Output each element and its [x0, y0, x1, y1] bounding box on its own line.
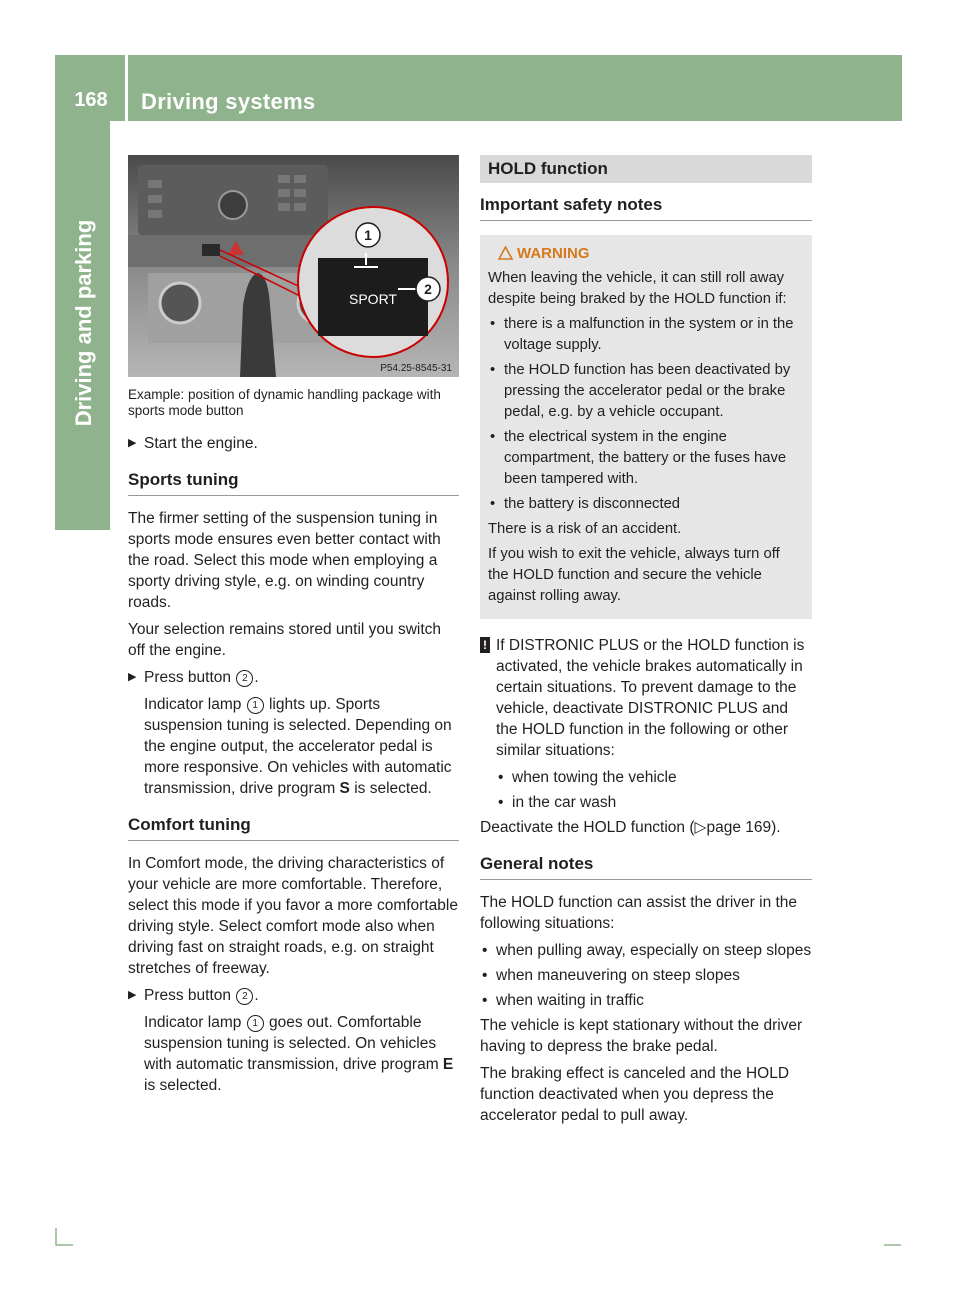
sport-button-text: SPORT	[349, 291, 397, 307]
step-press-button-sports: ▶ Press button 2 .	[128, 669, 259, 686]
warning-intro: When leaving the vehicle, it can still roll away despite being braked by the HOLD function if:	[488, 270, 787, 307]
warning-bullet: • the HOLD function has been deactivated by pressing the accelerator pedal or the brake pedal, e.g. by a vehicle occupant.	[490, 362, 791, 420]
heading-comfort-tuning: Comfort tuning	[128, 815, 459, 841]
page-number: 168	[74, 89, 108, 111]
callout-2: 2	[424, 281, 432, 297]
notice-paragraph: ! If DISTRONIC PLUS or the HOLD function is activated, the vehicle brakes automatically in certain situations. To prevent damage to the vehicle, deactivate DISTRONIC PLUS and the HOLD function in the following or other similar situations:	[480, 635, 812, 761]
step-press-button-comfort: ▶ Press button 2 .	[128, 987, 259, 1004]
general-intro: The HOLD function can assist the driver in the following situations:	[480, 894, 798, 932]
deactivate-text: Deactivate the HOLD function (▷page 169).	[480, 819, 781, 836]
general-bullet: • when waiting in traffic	[482, 992, 644, 1009]
general-bullet: • when maneuvering on steep slopes	[482, 967, 740, 984]
notice-bullet: • in the car wash	[498, 794, 617, 811]
warning-box	[480, 235, 812, 619]
callout-1-ref: 1	[247, 1015, 264, 1032]
figure-caption: Example: position of dynamic handling package with sports mode button	[128, 387, 441, 418]
dashboard-photo	[128, 155, 459, 377]
warning-bullet: • there is a malfunction in the system or in the voltage supply.	[490, 316, 794, 353]
callout-2-ref: 2	[236, 670, 253, 687]
notice-exclamation-icon: !	[480, 637, 490, 653]
chapter-title: Driving systems	[141, 89, 316, 114]
side-tab-label: Driving and parking	[71, 219, 96, 427]
crop-mark	[884, 1228, 902, 1246]
warning-title: WARNING	[498, 245, 804, 262]
notice-bullet: • when towing the vehicle	[498, 769, 677, 786]
warning-advice: If you wish to exit the vehicle, always turn off the HOLD function and secure the vehicle against rolling away.	[488, 546, 780, 604]
warning-triangle-icon	[498, 246, 513, 260]
right-column	[480, 155, 812, 1132]
comfort-indicator-text: Indicator lamp 1 goes out. Comfortable suspension tuning is selected. On vehicles with automatic transmission, drive program E is selected.	[144, 1014, 454, 1094]
general-bullet: • when pulling away, especially on steep slopes	[482, 942, 812, 959]
stationary-text: The vehicle is kept stationary without the driver having to depress the brake pedal.	[480, 1017, 803, 1055]
callout-2-ref: 2	[236, 988, 253, 1005]
sports-paragraph-2: Your selection remains stored until you switch off the engine.	[128, 621, 442, 659]
heading-safety-notes: Important safety notes	[480, 195, 812, 221]
step-arrow-icon: ▶	[128, 989, 137, 1001]
crop-mark	[55, 1228, 73, 1246]
sports-paragraph-1: The firmer setting of the suspension tuning in sports mode ensures even better contact with the road. Select this mode when employing a sporty driving style, e.g. on winding country roads.	[128, 510, 441, 611]
warning-bullet: • the battery is disconnected	[490, 496, 681, 512]
warning-risk: There is a risk of an accident.	[488, 521, 682, 537]
braking-text: The braking effect is canceled and the HOLD function deactivated when you depress the accelerator pedal to pull away.	[480, 1065, 790, 1124]
page-ref-arrow-icon: ▷	[694, 819, 707, 836]
callout-1: 1	[364, 227, 372, 243]
heading-sports-tuning: Sports tuning	[128, 470, 459, 496]
step-arrow-icon: ▶	[128, 671, 137, 683]
callout-1-ref: 1	[247, 697, 264, 714]
heading-hold-function: HOLD function	[480, 155, 812, 183]
heading-general-notes: General notes	[480, 854, 812, 880]
sports-indicator-text: Indicator lamp 1 lights up. Sports suspension tuning is selected. Depending on the engine output, the accelerator pedal is more responsive. On vehicles with automatic transmission, drive program S is selected.	[144, 696, 452, 797]
image-code: P54.25-8545-31	[380, 363, 452, 374]
warning-bullet: • the electrical system in the engine compartment, the battery or the fuses have been tampered with.	[490, 429, 787, 487]
step-start-engine: ▶ Start the engine.	[128, 435, 258, 452]
step-arrow-icon: ▶	[128, 437, 137, 449]
left-column	[128, 155, 459, 1102]
comfort-paragraph-1: In Comfort mode, the driving characteristics of your vehicle are more comfortable. Therefore, select this mode if you favor a more comfortable driving style. Select comfort mode also when driving fast on straight roads, e.g. on straight stretches of freeway.	[128, 855, 458, 977]
header-divider	[125, 55, 128, 121]
